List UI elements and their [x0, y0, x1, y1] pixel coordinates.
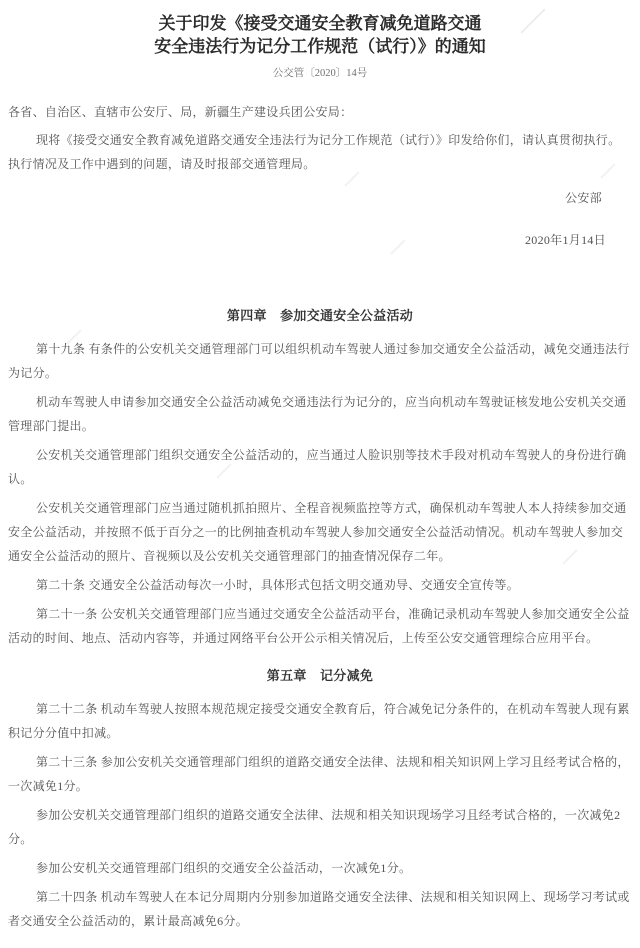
body-paragraph: 公安机关交通管理部门组织交通安全公益活动的，应当通过人脸识别等技术手段对机动车驾驶人的身份进行确认。: [8, 448, 627, 486]
document-text-blocks: [8, 100, 632, 933]
document-title-line2: 安全违法行为记分工作规范（试行）》的通知: [154, 37, 486, 56]
body-paragraph: 参加公安机关交通管理部门组织的道路交通安全法律、法规和相关知识现场学习且经考试合格的，一次减免2分。: [8, 808, 621, 846]
document-title: [8, 12, 632, 58]
chapter-heading: 第五章 记分减免: [266, 668, 374, 683]
document-number: 公交管〔2020〕14号: [272, 68, 368, 79]
body-paragraph: 现将《接受交通安全教育减免道路交通安全违法行为记分工作规范（试行）》印发给你们，请认真贯彻执行。执行情况及工作中遇到的问题，请及时报部交通管理局。: [8, 133, 621, 171]
body-paragraph: 参加公安机关交通管理部门组织的交通安全公益活动，一次减免1分。: [36, 861, 412, 875]
body-paragraph: 第二十条 交通安全公益活动每次一小时，具体形式包括文明交通劝导、交通安全宣传等。: [36, 578, 520, 592]
body-paragraph: 机动车驾驶人申请参加交通安全公益活动减免交通违法行为记分的，应当向机动车驾驶证核发地公安机关交通管理部门提出。: [8, 395, 627, 433]
body-paragraph: 公安机关交通管理部门应当通过随机抓拍照片、全程音视频监控等方式，确保机动车驾驶人本人持续参加交通安全公益活动，并按照不低于百分之一的比例抽查机动车驾驶人参加交通安全公益活动情况。机动车驾驶人参加交通安全公益活动的照片、音视频以及公安机关交通管理部门的抽查情况保存二年。: [8, 501, 627, 563]
salutation-line: 各省、自治区、直辖市公安厅、局，新疆生产建设兵团公安局：: [8, 105, 353, 119]
issue-date: 2020年1月14日: [524, 233, 606, 247]
document-title-line1: 关于印发《接受交通安全教育减免道路交通: [158, 14, 482, 33]
body-paragraph: 第十九条 有条件的公安机关交通管理部门可以组织机动车驾驶人通过参加交通安全公益活动，减免交通违法行为记分。: [8, 342, 630, 380]
body-paragraph: 第二十三条 参加公安机关交通管理部门组织的道路交通安全法律、法规和相关知识网上学习且经考试合格的，一次减免1分。: [8, 755, 630, 793]
body-paragraph: 第二十四条 机动车驾驶人在本记分周期内分别参加道路交通安全法律、法规和相关知识网上、现场学习考试或者交通安全公益活动的，累计最高减免6分。: [8, 890, 630, 928]
body-paragraph: 第二十二条 机动车驾驶人按照本规范规定接受交通安全教育后，符合减免记分条件的，在机动车驾驶人现有累积记分分值中扣减。: [8, 702, 630, 740]
chapter-heading: 第四章 参加交通安全公益活动: [226, 308, 414, 323]
signature: 公安部: [565, 191, 602, 205]
body-paragraph: 第二十一条 公安机关交通管理部门应当通过交通安全公益活动平台，准确记录机动车驾驶人参加交通安全公益活动的时间、地点、活动内容等，并通过网络平台公开公示相关情况后，上传至公安交通管理综合应用平台。: [8, 607, 630, 645]
